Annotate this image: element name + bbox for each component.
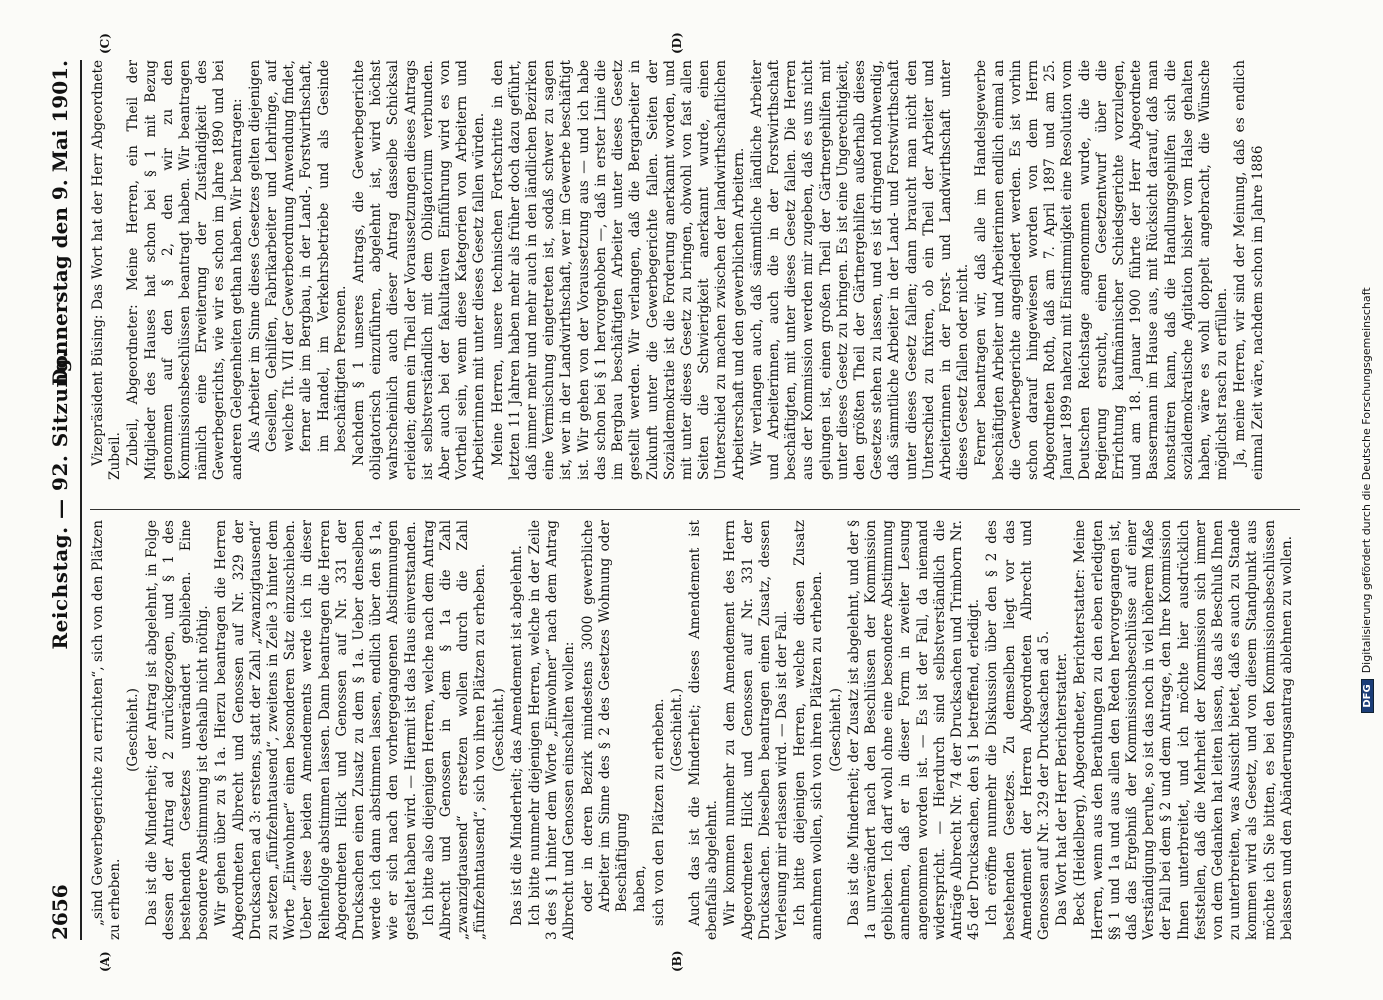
paragraph: Ferner beantragen wir, daß alle im Handelsgewerbe beschäftigten Arbeiter und Arbeiterinnen endlich einmal an die Gewerbegerichte angegliedert werden. Es ist vorhin schon darauf hingewiesen worden von dem Herrn Abgeordneten Roth, daß am 7. April 1897 und am 25. Januar 1899 nahezu mit Einstimmigkeit eine Resolution vom Deutschen Reichstage angenommen wurde, die die Regierung ersucht, einen Gesetzentwurf über die Errichtung kaufmännischer Schiedsgerichte vorzulegen, und am 18. Januar 1900 führte der Herr Abgeordnete Bassermann im Hause aus, mit Rücksicht darauf, daß man konstatiren kann, daß die Handlungsgehilfen sich die sozialdemokratische Agitation bisher vom Halse gehalten haben, wäre es wohl doppelt angebracht, die Wünsche möglichst rasch zu erfüllen. <box>973 60 1231 480</box>
margin-mark-a: (A) <box>98 951 112 972</box>
paragraph: Wir gehen über zu § 1a. Hierzu beantragen die Herren Abgeordneten Albrecht und Genossen auf Nr. 329 der Drucksachen ad 3: erstens, statt der Zahl „zwanzigtausend“ zu setzen „fünfzehntausend“, zweitens in Zeile 3 hinter dem Worte „Einwohner“ einen besonderen Satz einzuschieben. Ueber diese beiden Amendements werde ich in dieser Reihenfolge abstimmen lassen. Dann beantragen die Herren Abgeordneten Hilck und Genossen auf Nr. 331 der Drucksachen einen Zusatz zu dem § 1a. Ueber denselben werde ich dann abstimmen lassen, endlich über den § 1a, wie er sich nach den vorhergegangenen Abstimmungen gestaltet haben wird. — Hiermit ist das Haus einverstanden. <box>213 520 419 940</box>
paragraph: (Geschieht.) <box>668 688 685 772</box>
paragraph: Das ist die Minderheit; der Antrag ist abgelehnt, in Folge dessen der Antrag ad 2 zurückgezogen, und § 1 des bestehenden Gesetzes unverändert geblieben. Eine besondere Abstimmung ist deshalb nicht nöthig. <box>143 520 212 940</box>
paragraph: Wir kommen nunmehr zu dem Amendement des Herrn Abgeordneten Hilck und Genossen auf Nr. 331 der Drucksachen. Dieselben beantragen einen Zusatz, dessen Verlesung mir erlassen wird. — Das ist der Fall. <box>722 520 790 940</box>
paragraph: Das ist die Minderheit; der Zusatz ist abgelehnt, und der § 1a unverändert nach den Beschlüssen der Kommission geblieben. Ich darf wohl ohne eine besondere Abstimmung annehmen, daß er in dieser Form in zweiter Lesung angenommen worden ist. — Es ist der Fall, da niemand widerspricht. — Hierdurch sind selbstverständlich die Anträge Albrecht Nr. 74 der Drucksachen und Trimborn Nr. 45 der Drucksachen, den § 1 betreffend, erledigt. <box>845 520 983 940</box>
paragraph: Zubeil, Abgeordneter: Meine Herren, ein Theil der Mitglieder des Hauses hat schon bei § 1 mit Bezug genommen auf den § 2, den wir zu den Kommissionsbeschlüssen beantragt haben. Wir beantragen nämlich eine Erweiterung der Zuständigkeit des Gewerbegerichts, wie wir es schon im Jahre 1890 und bei anderen Gelegenheiten gethan haben. Wir beantragen: <box>125 60 245 480</box>
paragraph: Wir verlangen auch, daß sämmtliche ländliche Arbeiter und Arbeiterinnen, auch die in der Forstwirthschaft beschäftigten, mit unter dieses Gesetz fallen. Die Herren aus der Kommission werden mir zugeben, daß es uns nicht gelungen ist, einen großen Theil der Gärtnergehilfen mit unter dieses Gesetz zu bringen. Es ist eine Ungerechtigkeit, den größten Theil der Gärtnergehilfen außerhalb dieses Gesetzes stehen zu lassen, und es ist dringend nothwendig, daß sämmtliche Arbeiter in der Land- und Forstwirthschaft unter dieses Gesetz fallen; dann braucht man nicht den Unterschied zu fixiren, ob ein Theil der Arbeiter und Arbeiterinnen in der Forst- und Landwirthschaft unter dieses Gesetz fallen oder nicht. <box>748 60 972 480</box>
paragraph: oder in deren Bezirk mindestens 3000 gewerbliche Arbeiter im Sinne des § 2 des Gesetzes Wohnung oder Beschäftigung <box>579 520 631 912</box>
text-column-right <box>90 60 1305 480</box>
paragraph: Vizepräsident Büsing: Das Wort hat der Herr Abgeordnete Zubeil. <box>90 60 124 480</box>
page-number: 2656 <box>48 884 72 940</box>
dfg-logo: DFG <box>1361 679 1374 712</box>
footer-text: Digitalisierung gefördert durch die Deutsche Forschungsgemeinschaft <box>1360 287 1373 674</box>
paragraph: Ich bitte diejenigen Herren, welche diesen Zusatz annehmen wollen, sich von ihren Plätzen zu erheben. <box>792 520 826 940</box>
text-column-left <box>90 520 1305 940</box>
paragraph: (Geschieht.) <box>490 688 507 772</box>
paragraph: Auch das ist die Minderheit; dieses Amendement ist ebenfalls abgelehnt. <box>686 520 721 940</box>
paragraph: Ich eröffne nunmehr die Diskussion über den § 2 des bestehenden Gesetzes. Zu demselben liegt vor das Amendement der Herren Abgeordneten Albrecht und Genossen auf Nr. 329 der Drucksachen ad 5. <box>984 520 1052 940</box>
paragraph: „sind Gewerbegerichte zu errichten“, sich von den Plätzen zu erheben. <box>90 520 124 940</box>
paragraph: (Geschieht.) <box>125 688 142 772</box>
paragraph: Nachdem § 1 unseres Antrags, die Gewerbegerichte obligatorisch einzuführen, abgelehnt ist, wird höchst wahrscheinlich auch dieser Antrag dasselbe Schicksal erleiden; denn ein Theil der Voraussetzungen dieses Antrags ist selbstverständlich mit dem Obligatorium verbunden. Aber auch bei der fakultativen Einführung wird es von Vortheil sein, wenn diese Kategorien von Arbeitern und Arbeiterinnen mit unter dieses Gesetz fallen würden. <box>351 60 488 480</box>
column-divider <box>90 509 1300 510</box>
paragraph: Ja, meine Herren, wir sind der Meinung, daß es endlich einmal Zeit wäre, nachdem schon im Jahre 1886 <box>1232 60 1266 480</box>
footer-credit <box>1360 10 1374 990</box>
paragraph: Meine Herren, unsere technischen Fortschritte in den letzten 11 Jahren haben mehr als früher doch dazu geführt, daß immer mehr und mehr auch in den ländlichen Bezirken eine Vermischung eingetreten ist, sodaß schwer zu sagen ist, wer in der Landwirthschaft, wer im Gewerbe beschäftigt ist. Wir gehen von der Voraussetzung aus — und ich habe das schon bei § 1 hervorgehoben —, daß in erster Linie die im Bergbau beschäftigten Arbeiter unter dieses Gesetz gestellt werden. Wir verlangen, daß die Bergarbeiter in Zukunft unter die Gewerbegerichte fallen. Seiten der Sozialdemokratie ist die Forderung anerkannt worden, und mit unter dieses Gesetz zu bringen, obwohl von fast allen Seiten die Schwierigkeit anerkannt wurde, einen Unterschied zu machen zwischen der landwirthschaftlichen Arbeiterschaft und den gewerblichen Arbeitern. <box>489 60 747 480</box>
page-title: Reichstag. — 92. Sitzung. <box>48 350 72 650</box>
paragraph: Als Arbeiter im Sinne dieses Gesetzes gelten diejenigen Gesellen, Gehilfen, Fabrikarbeiter und Lehrlinge, auf welche Tit. VII der Gewerbeordnung Anwendung findet, ferner alle im Bergbau, in der Land-, Forstwirthschaft, im Handel, im Verkehrsbetriebe und als Gesinde beschäftigten Personen. <box>246 60 349 452</box>
paragraph: Beck (Heidelberg), Abgeordneter, Berichterstatter: Meine Herren, wenn aus den Berathungen zu den eben erledigten §§ 1 und 1a und aus allen den Reden hervorgegangen ist, daß das Ergebniß der Kommissionsbeschlüsse auf einer Verständigung beruhe, so ist das noch in viel höherem Maße der Fall bei dem § 2 und dem Antrage, den Ihre Kommission Ihnen unterbreitet, und ich möchte hier ausdrücklich feststellen, daß die Mehrheit der Kommission sich immer von dem Gedanken hat leiten lassen, das als Beschluß Ihnen zu unterbreiten, was Aussicht bietet, daß es auch zu Stande kommen wird als Gesetz, und von diesem Standpunkt aus möchte ich Sie bitten, es bei den Kommissionsbeschlüssen belassen und den Abänderungsantrag ablehnen zu wollen. <box>1072 520 1295 940</box>
margin-mark-d: (D) <box>670 32 684 54</box>
paragraph: Ich bitte nunmehr diejenigen Herren, welche in der Zeile 3 des § 1 hinter dem Worte „Einwohner“ nach dem Antrag Albrecht und Genossen einschalten wollen: <box>527 520 578 940</box>
session-date: Donnerstag den 9. Mai 1901. <box>48 60 72 386</box>
paragraph: Das Wort hat der Herr Berichterstatter. <box>1054 652 1071 926</box>
paragraph: Das ist die Minderheit; das Amendement ist abgelehnt. <box>508 545 525 926</box>
paragraph: Ich bitte also diejenigen Herren, welche nach dem Antrag Albrecht und Genossen in dem § 1a die Zahl „zwanzigtausend“ ersetzen wollen durch die Zahl „fünfzehntausend“, sich von ihren Plätzen zu erheben. <box>420 520 489 940</box>
paragraph: haben, <box>632 865 649 912</box>
paragraph: (Geschieht.) <box>827 688 844 772</box>
margin-mark-b: (B) <box>670 950 684 972</box>
page-header <box>40 60 82 940</box>
paragraph: sich von den Plätzen zu erheben. <box>650 698 667 926</box>
margin-mark-c: (C) <box>98 33 112 54</box>
